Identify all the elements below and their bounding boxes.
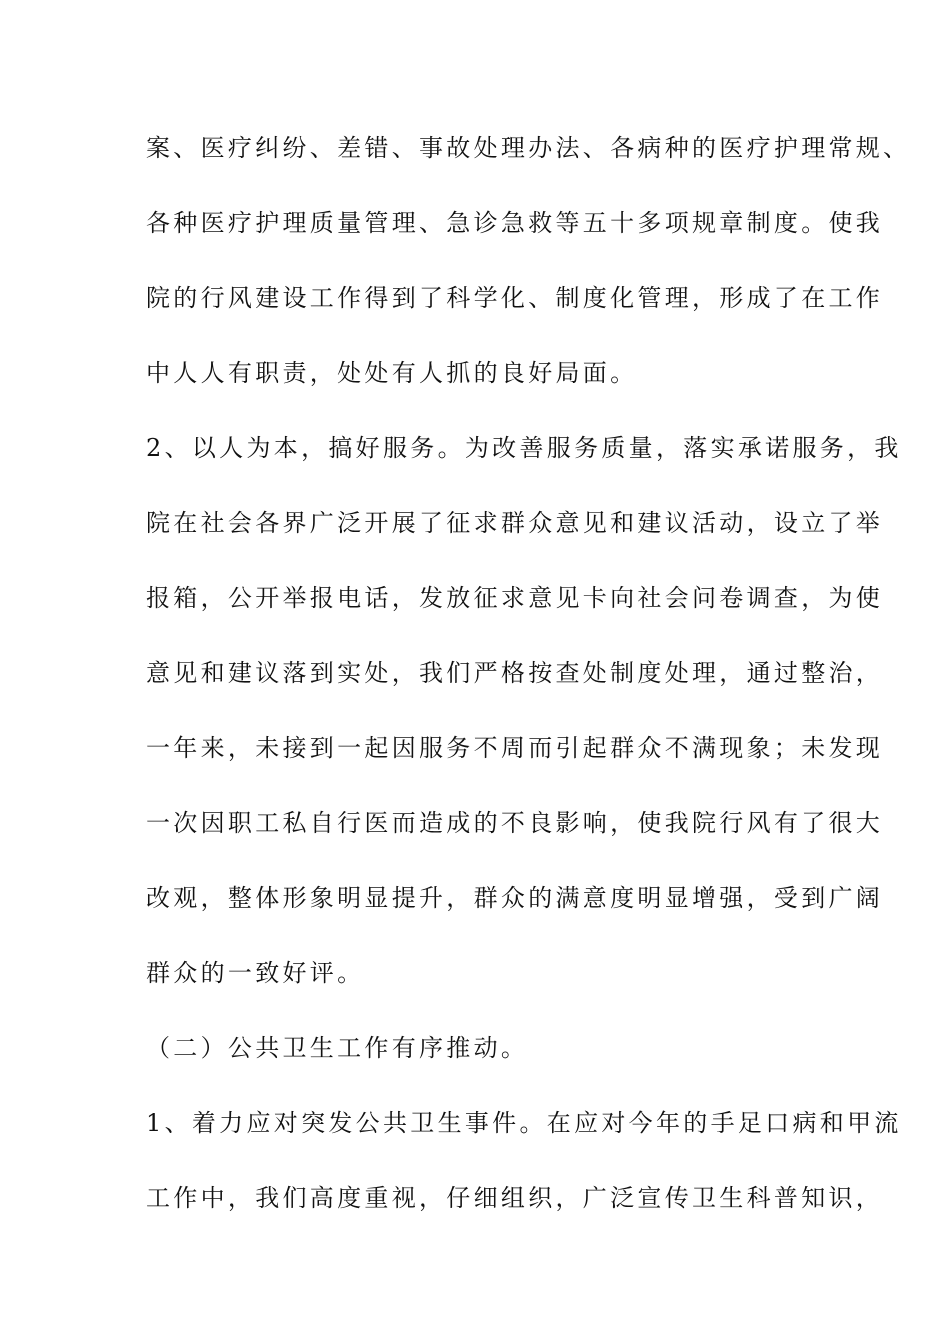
text-line: 1、着力应对突发公共卫生事件。在应对今年的手足口病和甲流 <box>146 1109 902 1137</box>
text-line: 一年来，未接到一起因服务不周而引起群众不满现象；未发现 <box>146 734 884 762</box>
text-line: 报箱，公开举报电话，发放征求意见卡向社会问卷调查，为使 <box>146 584 884 612</box>
text-line: 群众的一致好评。 <box>146 959 365 987</box>
text-line: 意见和建议落到实处，我们严格按查处制度处理，通过整治， <box>146 659 884 687</box>
section-heading: （二）公共卫生工作有序推动。 <box>146 1034 529 1062</box>
text-line: 院在社会各界广泛开展了征求群众意见和建议活动，设立了举 <box>146 509 884 537</box>
text-line: 一次因职工私自行医而造成的不良影响，使我院行风有了很大 <box>146 809 884 837</box>
text-line: 改观，整体形象明显提升，群众的满意度明显增强，受到广阔 <box>146 884 884 912</box>
text-line: 案、医疗纠纷、差错、事故处理办法、各病种的医疗护理常规、 <box>146 134 911 162</box>
text-line: 2、以人为本，搞好服务。为改善服务质量，落实承诺服务，我 <box>146 434 902 462</box>
text-line: 中人人有职责，处处有人抓的良好局面。 <box>146 359 638 387</box>
text-line: 各种医疗护理质量管理、急诊急救等五十多项规章制度。使我 <box>146 209 884 237</box>
text-line: 工作中，我们高度重视，仔细组织，广泛宣传卫生科普知识， <box>146 1184 884 1212</box>
text-line: 院的行风建设工作得到了科学化、制度化管理，形成了在工作 <box>146 284 884 312</box>
